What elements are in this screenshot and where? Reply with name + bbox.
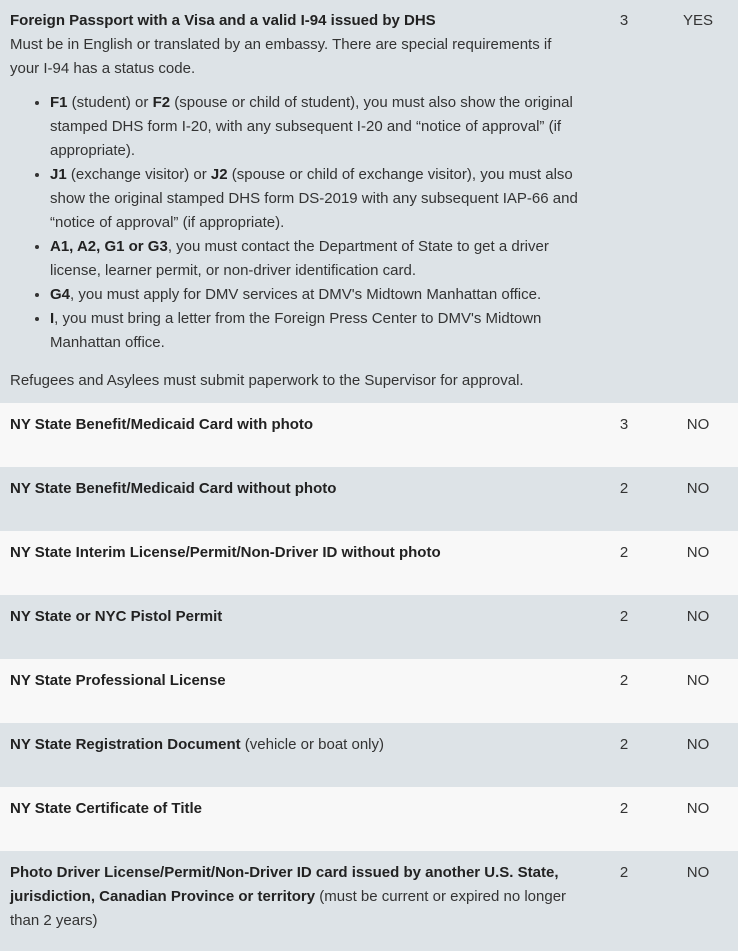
table-row (0, 595, 738, 659)
signature-cell: NO (686, 416, 710, 433)
document-cell (0, 595, 590, 659)
document-title: Photo Driver License/Permit/Non-Driver ID card issued by another U.S. State, jurisdiction, Canadian Province or territory (10, 864, 559, 905)
table-row (0, 723, 738, 787)
points-cell: 2 (619, 672, 629, 689)
document-description: Must be in English or translated by an embassy. There are special requirements if your I-94 has a status code. (10, 36, 552, 77)
refugee-note: Refugees and Asylees must submit paperwork to the Supervisor for approval. (10, 372, 524, 389)
document-title: NY State Benefit/Medicaid Card with photo (10, 416, 314, 433)
document-cell (0, 851, 590, 951)
table-row (0, 403, 738, 467)
points-cell: 2 (619, 544, 629, 561)
document-note: (vehicle or boat only) (240, 736, 385, 753)
table-row (0, 659, 738, 723)
document-title: NY State Professional License (10, 672, 226, 689)
document-title: Foreign Passport with a Visa and a valid I-94 issued by DHS (10, 12, 436, 29)
document-note: (must be current or expired no longer than 2 years) (10, 888, 567, 929)
document-cell (0, 787, 590, 851)
document-cell (0, 0, 590, 403)
document-title: NY State or NYC Pistol Permit (10, 608, 223, 625)
signature-cell: NO (686, 544, 710, 561)
list-item: • I, you must bring a letter from the Foreign Press Center to DMV's Midtown Manhattan office. (50, 307, 582, 355)
points-cell: 2 (619, 736, 629, 753)
status-code-list (10, 91, 582, 355)
signature-cell: YES (682, 12, 713, 29)
list-item: • J1 (exchange visitor) or J2 (spouse or child of exchange visitor), you must also show the original stamped DHS form DS-2019 with any subsequent IAP-66 and “notice of approval” (if appropriate). (50, 163, 582, 235)
signature-cell: NO (686, 864, 710, 881)
document-cell (0, 467, 590, 531)
document-cell (0, 723, 590, 787)
points-cell: 2 (619, 864, 629, 881)
signature-cell: NO (686, 800, 710, 817)
table-row (0, 0, 738, 403)
list-item: • G4, you must apply for DMV services at DMV's Midtown Manhattan office. (50, 283, 582, 307)
table-row (0, 787, 738, 851)
points-cell: 3 (619, 416, 629, 433)
document-title: NY State Certificate of Title (10, 800, 202, 817)
list-item: • F1 (student) or F2 (spouse or child of student), you must also show the original stamped DHS form I-20, with any subsequent I-20 and “notice of approval” (if appropriate). (50, 91, 582, 163)
document-cell (0, 659, 590, 723)
document-cell (0, 403, 590, 467)
table-row (0, 467, 738, 531)
points-cell: 2 (619, 800, 629, 817)
points-cell: 2 (619, 480, 629, 497)
list-item: • A1, A2, G1 or G3, you must contact the Department of State to get a driver license, learner permit, or non-driver identification card. (50, 235, 582, 283)
points-cell: 3 (619, 12, 629, 29)
signature-cell: NO (686, 672, 710, 689)
signature-cell: NO (686, 480, 710, 497)
signature-cell: NO (686, 608, 710, 625)
points-cell: 2 (619, 608, 629, 625)
table-row (0, 531, 738, 595)
document-cell (0, 531, 590, 595)
document-title: NY State Registration Document (10, 736, 241, 753)
document-title: NY State Interim License/Permit/Non-Driver ID without photo (10, 544, 441, 561)
document-title: NY State Benefit/Medicaid Card without photo (10, 480, 337, 497)
signature-cell: NO (686, 736, 710, 753)
table-row (0, 851, 738, 951)
